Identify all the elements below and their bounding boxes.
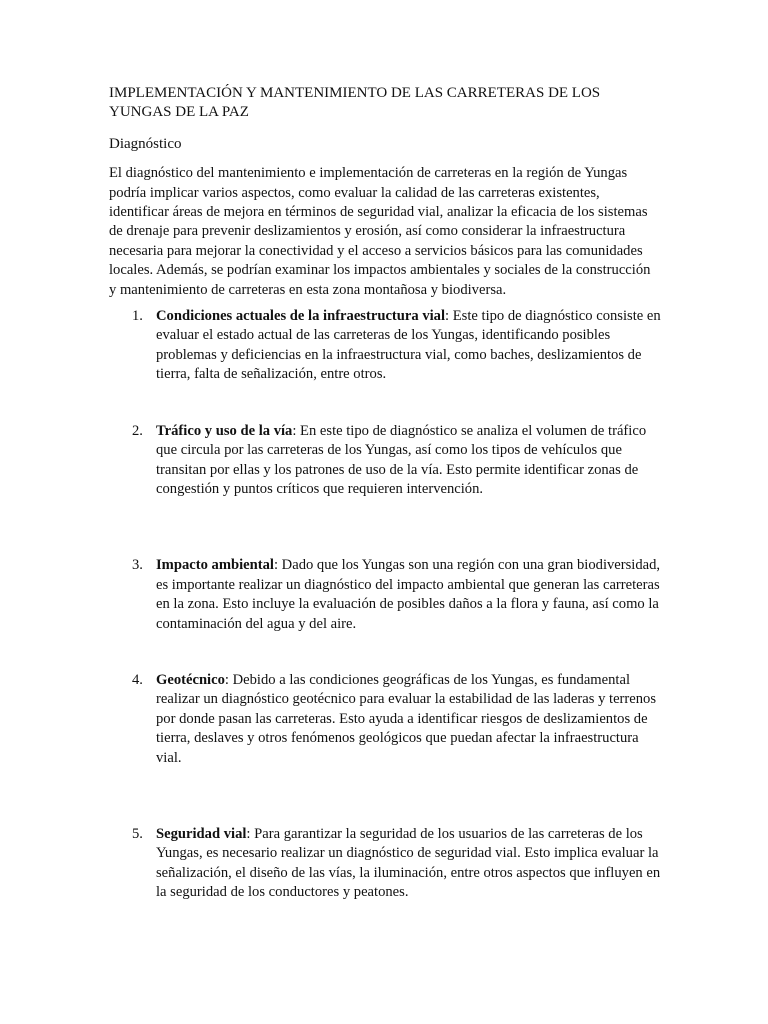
list-item-text: : Dado que los Yungas son una región con una gran biodiversidad, es importante realizar un diagnóstico del impacto ambiental que generan las carreteras en la zona. Esto incluye la evaluación de posibles daños a la flora y fauna, así como la contaminación del agua y del aire. [156,557,661,632]
list-item-term: Tráfico y uso de la vía [156,422,293,439]
section-heading: Diagnóstico [109,135,182,152]
list-item-number: 4. [132,671,143,688]
list-item [109,556,661,634]
list-item [109,422,661,500]
list-item-text: : En este tipo de diagnóstico se analiza el volumen de tráfico que circula por las carreteras de los Yungas, así como los tipos de vehículos que transitan por ellas y los patrones de uso de la vía. Esto permite identificar zonas de congestión y puntos críticos que requieren intervención. [156,422,647,497]
list-item-number: 5. [132,825,143,842]
document-title: IMPLEMENTACIÓN Y MANTENIMIENTO DE LAS CARRETERAS DE LOS YUNGAS DE LA PAZ [109,85,601,121]
list-item [109,307,661,385]
list-item-number: 2. [132,422,143,439]
list-item-text: : Para garantizar la seguridad de los usuarios de las carreteras de los Yungas, es necesario realizar un diagnóstico de seguridad vial. Esto implica evaluar la señalización, el diseño de las vías, la iluminación, entre otros aspectos que influyen en la seguridad de los conductores y peatones. [156,825,661,901]
list-item-number: 3. [132,557,143,574]
intro-paragraph: El diagnóstico del mantenimiento e implementación de carreteras en la región de Yungas podría implicar varios aspectos, como evaluar la calidad de las carreteras existentes, identificar áreas de mejora en términos de seguridad vial, analizar la eficacia de los sistemas de drenaje para prevenir deslizamientos y erosión, así como considerar la infraestructura necesaria para mejorar la conectividad y el acceso a servicios básicos para las comunidades locales. Además, se podrían examinar los impactos ambientales y sociales de la construcción y mantenimiento de carreteras en esta zona montañosa y biodiversa. [109,165,651,298]
list-item-text: : Este tipo de diagnóstico consiste en evaluar el estado actual de las carreteras de los Yungas, identificando posibles problemas y deficiencias en la infraestructura vial, como baches, deslizamientos de tierra, falta de señalización, entre otros. [156,308,661,383]
list-item-number: 1. [132,308,143,325]
diagnosis-list [109,307,661,903]
list-item-term: Seguridad vial [156,825,247,842]
list-item [109,825,661,903]
list-item [109,671,661,768]
list-item-term: Impacto ambiental [156,557,274,574]
list-item-term: Condiciones actuales de la infraestructura vial [156,308,446,325]
document-page [109,84,661,903]
list-item-text: : Debido a las condiciones geográficas de los Yungas, es fundamental realizar un diagnóstico geotécnico para evaluar la estabilidad de las laderas y terrenos por donde pasan las carreteras. Esto ayuda a identificar riesgos de deslizamientos de tierra, deslaves y otros fenómenos geológicos que puedan afectar la infraestructura vial. [156,671,657,766]
list-item-term: Geotécnico [156,671,225,688]
